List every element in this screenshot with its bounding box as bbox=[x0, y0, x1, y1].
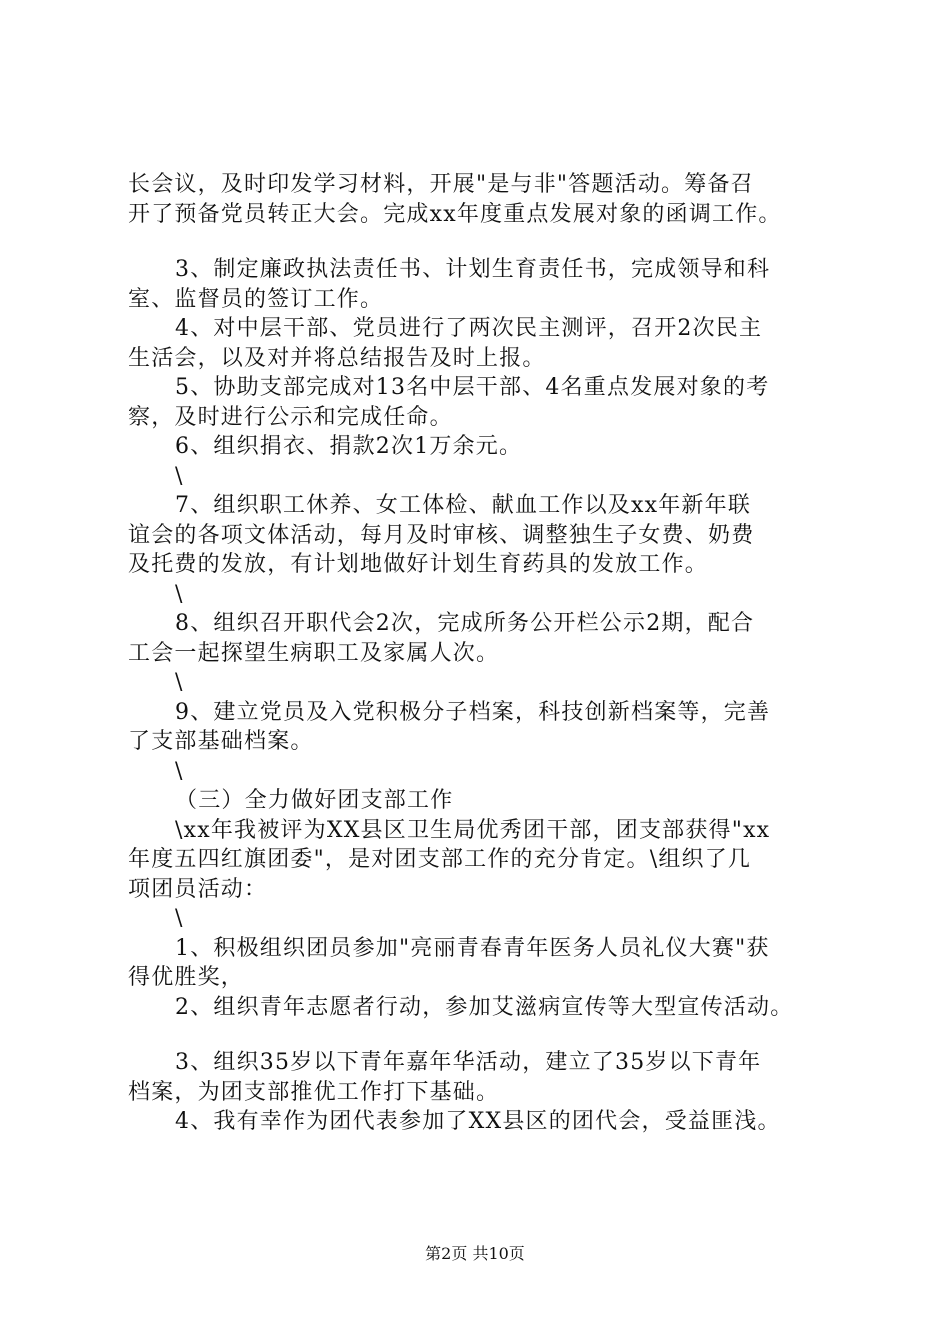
text-line: 谊会的各项文体活动，每月及时审核、调整独生子女费、奶费 bbox=[128, 522, 755, 548]
page-footer: 第2页 共10页 bbox=[425, 1244, 525, 1263]
text-line: 生活会，以及对并将总结报告及时上报。 bbox=[128, 345, 546, 371]
text-line: \ bbox=[175, 758, 184, 784]
text-line: 2、组织青年志愿者行动，参加艾滋病宣传等大型宣传活动。 bbox=[175, 994, 794, 1020]
text-line: 3、制定廉政执法责任书、计划生育责任书，完成领导和科 bbox=[175, 257, 771, 282]
paragraph-gap bbox=[128, 229, 848, 255]
text-line: \xx年我被评为XX县区卫生局优秀团干部，团支部获得"xx bbox=[175, 817, 771, 843]
text-line: 室、监督员的签订工作。 bbox=[128, 286, 384, 312]
text-line: 察，及时进行公示和完成任命。 bbox=[128, 404, 453, 430]
text-line: 6、组织捐衣、捐款2次1万余元。 bbox=[175, 434, 523, 459]
text-line: \ bbox=[175, 581, 184, 607]
text-line: 5、协助支部完成对13名中层干部、4名重点发展对象的考 bbox=[175, 375, 770, 400]
text-line: 7、组织职工休养、女工体检、献血工作以及xx年新年联 bbox=[175, 493, 752, 518]
text-line: \ bbox=[175, 463, 184, 489]
text-line: 8、组织召开职代会2次，完成所务公开栏公示2期，配合 bbox=[175, 611, 755, 636]
document-body bbox=[128, 170, 848, 1137]
text-line: 档案，为团支部推优工作打下基础。 bbox=[128, 1079, 500, 1105]
text-line: 3、组织35岁以下青年嘉年华活动，建立了35岁以下青年 bbox=[175, 1050, 762, 1075]
text-line: 4、我有幸作为团代表参加了XX县区的团代会，受益匪浅。 bbox=[175, 1109, 781, 1134]
text-line: 长会议，及时印发学习材料，开展"是与非"答题活动。筹备召 bbox=[128, 172, 754, 197]
text-line: 及托费的发放，有计划地做好计划生育药具的发放工作。 bbox=[128, 552, 709, 577]
text-line: 得优胜奖， bbox=[128, 965, 245, 990]
text-line: \ bbox=[175, 906, 184, 931]
text-line: 年度五四红旗团委"，是对团支部工作的充分肯定。\组织了几 bbox=[128, 847, 752, 872]
text-line: \ bbox=[175, 670, 184, 695]
text-line: （三）全力做好团支部工作 bbox=[175, 788, 454, 813]
text-line: 9、建立党员及入党积极分子档案，科技创新档案等，完善 bbox=[175, 699, 771, 725]
text-line: 4、对中层干部、党员进行了两次民主测评，召开2次民主 bbox=[175, 316, 763, 341]
text-line: 项团员活动： bbox=[128, 876, 268, 902]
text-line: 1、积极组织团员参加"亮丽青春青年医务人员礼仪大赛"获 bbox=[175, 935, 770, 961]
text-line: 了支部基础档案。 bbox=[128, 729, 314, 754]
paragraph-gap bbox=[128, 1022, 848, 1048]
text-line: 开了预备党员转正大会。完成xx年度重点发展对象的函调工作。 bbox=[128, 201, 782, 227]
text-line: 工会一起探望生病职工及家属人次。 bbox=[128, 640, 500, 666]
